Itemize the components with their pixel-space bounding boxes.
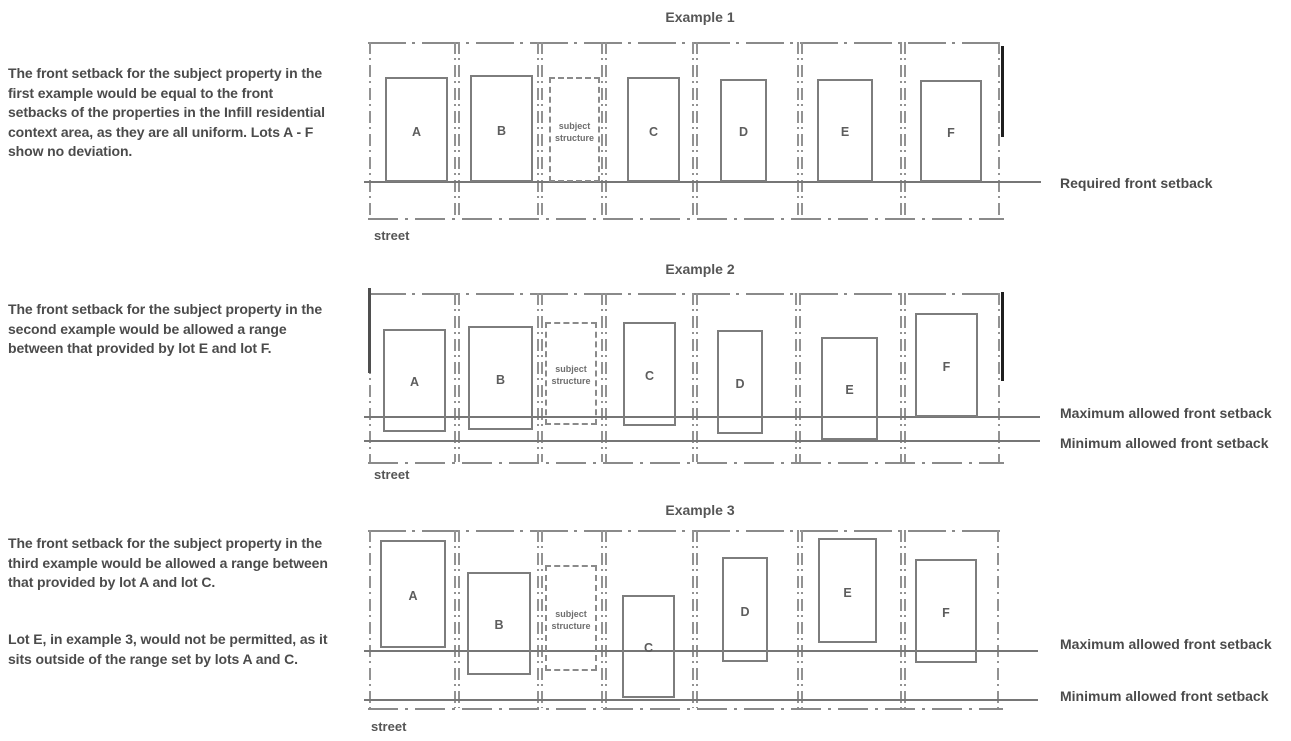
lot-boundary-line: [799, 293, 801, 462]
street-line: [368, 708, 1003, 710]
lot-boundary-line: [369, 530, 371, 708]
lot-boundary-line: [454, 530, 456, 708]
lot-letter-label: E: [845, 383, 854, 398]
lot-letter-label: D: [738, 125, 749, 140]
lot-boundary-line: [541, 530, 543, 708]
lot-letter-label: B: [496, 123, 507, 138]
lot-boundary-line: [998, 42, 1000, 218]
setback-line-label: Minimum allowed front setback: [1060, 435, 1269, 451]
lot-boundary-line: [601, 293, 603, 462]
setback-line-label: Maximum allowed front setback: [1060, 636, 1272, 652]
building-lot-f: [915, 559, 977, 663]
setback-line-label: Maximum allowed front setback: [1060, 405, 1272, 421]
lot-letter-label: C: [644, 369, 655, 383]
building-lot-e: [821, 337, 878, 440]
note-paragraph: The front setback for the subject property in the third example would be allowed a range between that provided by lot A and lot C.: [8, 535, 328, 590]
street-label: street: [371, 719, 407, 734]
building-subject-structure: [545, 322, 597, 425]
lot-letter-label: F: [942, 360, 951, 374]
building-lot-d: [717, 330, 763, 434]
setback-line-label: Required front setback: [1060, 175, 1213, 191]
subject-structure-label: subject structure: [551, 609, 591, 632]
note-paragraph: The front setback for the subject property in the second example would be allowed a range between that provided by lot E and lot F.: [8, 301, 323, 356]
building-lot-d: [720, 79, 767, 182]
building-lot-b: [468, 326, 533, 430]
lot-boundary-line: [458, 293, 460, 462]
lot-letter-label: C: [643, 641, 654, 656]
building-lot-e: [818, 538, 877, 643]
building-lot-e: [817, 79, 873, 182]
rear-lot-line: [368, 530, 1003, 532]
street-label: street: [374, 228, 410, 243]
setback-line: [364, 440, 1040, 442]
lot-boundary-line: [795, 293, 797, 462]
lot-boundary-line: [454, 293, 456, 462]
lot-letter-label: F: [947, 125, 955, 140]
example-title: Example 1: [665, 9, 735, 25]
subject-structure-label: subject structure: [554, 120, 594, 143]
building-lot-a: [380, 540, 446, 648]
lot-boundary-line: [537, 293, 539, 462]
note-paragraph: The front setback for the subject property in the first example would be equal to the front setbacks of the properties in the Infill residential context area, as they are all uniform. Lots A - F show no deviation.: [8, 65, 325, 159]
lot-boundary-line: [601, 42, 603, 218]
building-lot-d: [722, 557, 768, 662]
lot-boundary-line: [797, 530, 799, 708]
example-title: Example 3: [665, 502, 735, 518]
lot-boundary-line: [537, 42, 539, 218]
lot-boundary-line: [904, 293, 906, 462]
rear-lot-line: [368, 293, 1004, 295]
lot-boundary-line: [692, 530, 694, 708]
lot-boundary-line: [692, 293, 694, 462]
lot-boundary-line: [541, 293, 543, 462]
lot-boundary-line: [900, 530, 902, 708]
building-lot-a: [383, 329, 446, 432]
lot-boundary-line: [696, 42, 698, 218]
lot-boundary-line: [458, 42, 460, 218]
lot-boundary-line: [900, 42, 902, 218]
building-subject-structure: [549, 77, 600, 182]
lot-boundary-line: [537, 530, 539, 708]
building-subject-structure: [545, 565, 597, 671]
building-lot-c: [622, 595, 675, 698]
lot-letter-label: A: [408, 589, 418, 604]
rear-lot-line: [368, 42, 1004, 44]
lot-letter-label: E: [843, 585, 852, 600]
building-lot-f: [915, 313, 978, 417]
lot-boundary-line: [454, 42, 456, 218]
lot-letter-label: C: [648, 124, 659, 139]
lot-boundary-line: [997, 530, 999, 708]
street-line: [368, 218, 1004, 220]
lot-boundary-line: [696, 530, 698, 708]
lot-letter-label: E: [840, 125, 850, 140]
lot-boundary-line: [605, 42, 607, 218]
street-label: street: [374, 467, 410, 482]
note-paragraph: Lot E, in example 3, would not be permitted, as it sits outside of the range set by lots A and C.: [8, 631, 328, 667]
setback-line: [364, 699, 1038, 701]
boundary-emphasis-mark: [1001, 46, 1004, 137]
lot-letter-label: B: [495, 373, 506, 387]
lot-letter-label: D: [740, 604, 750, 619]
building-lot-b: [467, 572, 531, 675]
lot-boundary-line: [801, 42, 803, 218]
building-lot-b: [470, 75, 533, 182]
lot-boundary-line: [605, 293, 607, 462]
lot-boundary-line: [541, 42, 543, 218]
lot-boundary-line: [904, 530, 906, 708]
lot-letter-label: A: [409, 375, 420, 390]
lot-boundary-line: [998, 293, 1000, 462]
lot-boundary-line: [601, 530, 603, 708]
lot-boundary-line: [369, 42, 371, 218]
building-lot-c: [623, 322, 676, 426]
boundary-emphasis-mark: [1001, 292, 1004, 381]
subject-structure-label: subject structure: [551, 364, 591, 387]
example-title: Example 2: [665, 261, 735, 277]
lot-boundary-line: [801, 530, 803, 708]
building-lot-c: [627, 77, 680, 182]
lot-letter-label: D: [735, 377, 745, 391]
street-line: [368, 462, 1004, 464]
lot-boundary-line: [900, 293, 902, 462]
building-lot-f: [920, 80, 982, 182]
lot-boundary-line: [692, 42, 694, 218]
lot-letter-label: A: [411, 124, 422, 139]
lot-letter-label: F: [942, 606, 950, 620]
lot-boundary-line: [458, 530, 460, 708]
lot-boundary-line: [904, 42, 906, 218]
lot-boundary-line: [797, 42, 799, 218]
building-lot-a: [385, 77, 448, 182]
boundary-emphasis-mark: [368, 288, 371, 373]
setback-line-label: Minimum allowed front setback: [1060, 688, 1269, 704]
lot-boundary-line: [605, 530, 607, 708]
lot-letter-label: B: [494, 618, 504, 633]
lot-boundary-line: [696, 293, 698, 462]
